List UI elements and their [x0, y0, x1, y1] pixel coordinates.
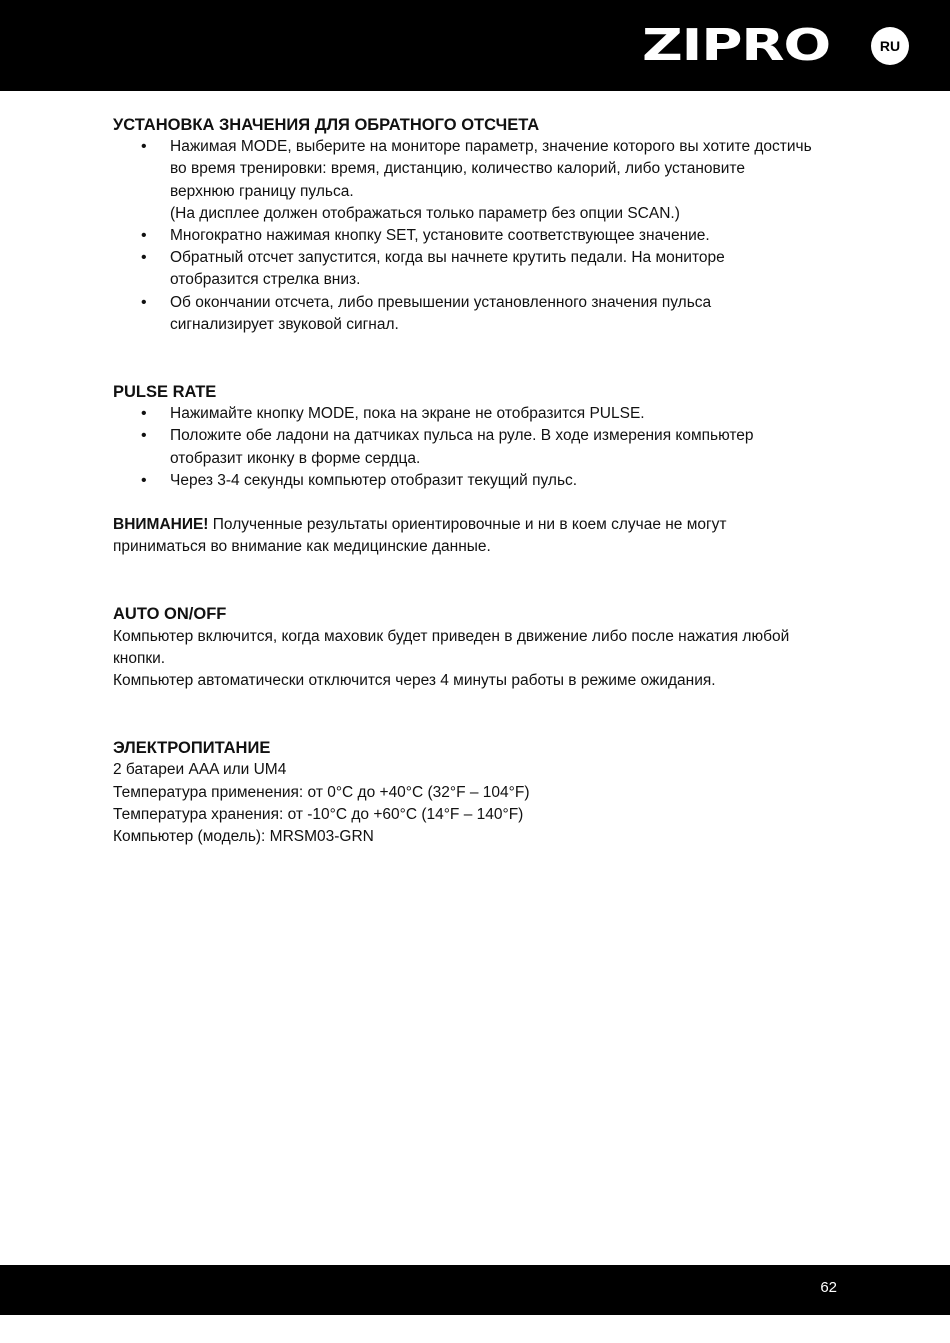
list-item: • Нажимайте кнопку MODE, пока на экране не отобразится PULSE.	[113, 403, 813, 425]
auto-line: Компьютер автоматически отключится через 4 минуты работы в режиме ожидания.	[113, 672, 716, 690]
page-content	[113, 114, 813, 848]
power-line: Температура применения: от 0°C до +40°C (32°F – 104°F)	[113, 783, 530, 801]
power-line: Температура хранения: от -10°C до +60°C (14°F – 140°F)	[113, 805, 524, 823]
page-footer	[0, 1265, 950, 1315]
list-item	[113, 136, 813, 225]
power-paragraph	[113, 759, 813, 848]
pulse-section-title: PULSE RATE	[113, 383, 217, 402]
countdown-list	[113, 136, 813, 336]
list-item: • Об окончании отсчета, либо превышении установленного значения пульса сигнализирует звуковой сигнал.	[113, 292, 813, 336]
power-section-title: ЭЛЕКТРОПИТАНИЕ	[113, 739, 271, 758]
power-line: Компьютер (модель): MRSM03-GRN	[113, 828, 374, 846]
pulse-list	[113, 403, 813, 492]
countdown-section-title: УСТАНОВКА ЗНАЧЕНИЯ ДЛЯ ОБРАТНОГО ОТСЧЕТА	[113, 116, 540, 134]
warning-text: Полученные результаты ориентировочные и ни в коем случае не могут приниматься во внимание как медицинские данные.	[113, 516, 727, 556]
auto-line: Компьютер включится, когда маховик будет приведен в движение либо после нажатия любой кнопки.	[113, 627, 790, 667]
list-item: • Положите обе ладони на датчиках пульса на руле. В ходе измерения компьютер отобразит иконку в форме сердца.	[113, 425, 813, 469]
list-item: • Многократно нажимая кнопку SET, установите соответствующее значение.	[113, 225, 813, 247]
page-header	[0, 0, 950, 91]
warning-label: ВНИМАНИЕ!	[113, 516, 209, 534]
warning-paragraph	[113, 514, 813, 558]
countdown-bullet-text: • Нажимая MODE, выберите на мониторе параметр, значение которого вы хотите достичь во время тренировки: время, дистанцию, количество калорий, либо установите верхнюю границу пульса.	[170, 138, 812, 200]
page-number: 62	[820, 1279, 837, 1296]
list-item: • Через 3-4 секунды компьютер отобразит текущий пульс.	[113, 470, 813, 492]
power-line: 2 батареи AAA или UM4	[113, 761, 287, 779]
language-badge: RU	[871, 27, 909, 65]
zipro-logo: ZIPRO	[642, 20, 830, 71]
auto-paragraph	[113, 626, 813, 693]
countdown-note: (На дисплее должен отображаться только параметр без опции SCAN.)	[170, 204, 680, 222]
list-item: • Обратный отсчет запустится, когда вы начнете крутить педали. На мониторе отобразится стрелка вниз.	[113, 247, 813, 291]
auto-section-title: AUTO ON/OFF	[113, 605, 227, 624]
